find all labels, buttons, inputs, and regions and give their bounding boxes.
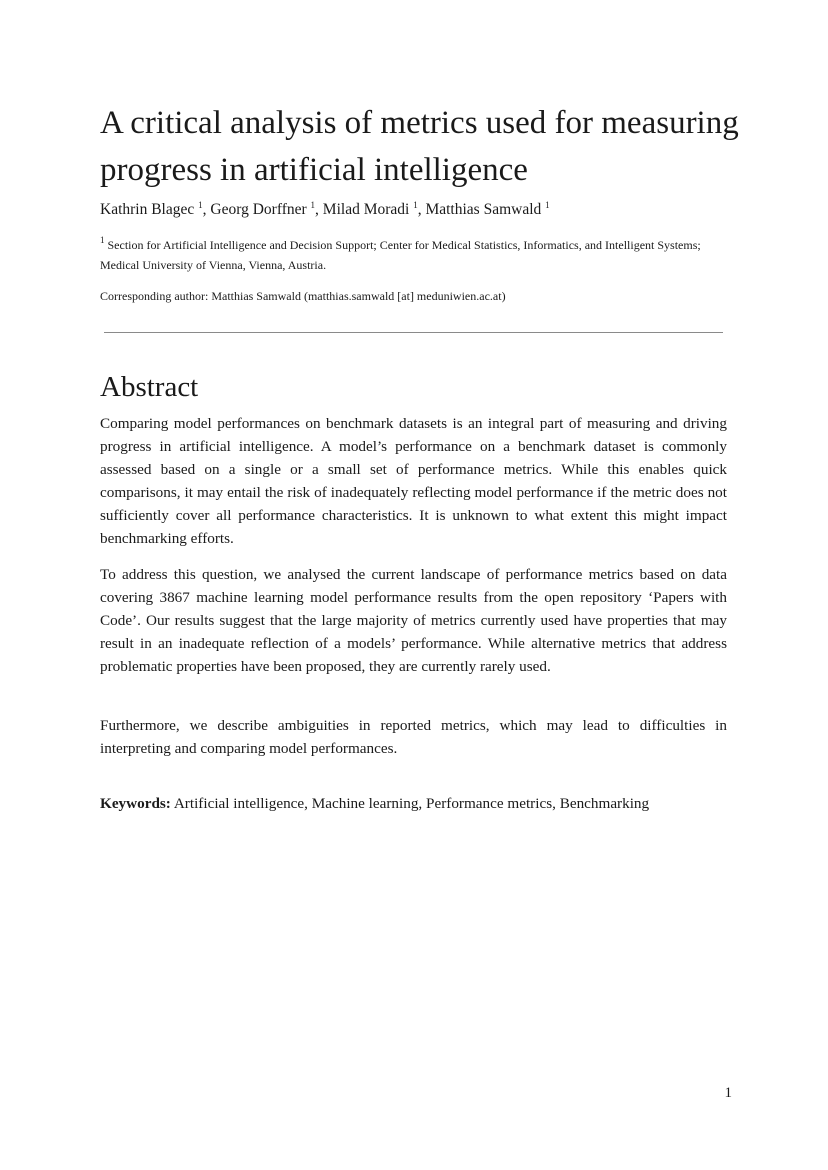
paper-title: A critical analysis of metrics used for measuring progress in artificial intelligence [100,105,739,188]
author-affiliation-marker: 1 [413,200,418,210]
author-affiliation-marker: 1 [198,200,203,210]
affiliation-marker: 1 [100,235,105,245]
author-name: Georg Dorffner [210,201,307,218]
author-list: Kathrin Blagec $^1$, Georg Dorffner $^1$, Milad Moradi $^1$, Matthias Samwald $^1$ [100,200,550,218]
abstract-paragraph: To address this question, we analysed the current landscape of performance metrics based on data covering 3867 machine learning model performance results from the open repository ‘Papers with Code’. Our results suggest that the large majority of metrics currently used have properties that may result in an inadequate reflection of a models’ performance. While alternative metrics that address problematic properties have been proposed, they are currently rarely used. [100,566,727,675]
affiliation-text: Section for Artificial Intelligence and Decision Support; Center for Medical Statistics, Informatics, and Intelligent Systems; Medical University of Vienna, Vienna, Austria. [100,238,701,272]
affiliation [100,235,730,275]
author-affiliation-marker: 1 [545,200,550,210]
abstract-paragraph: Furthermore, we describe ambiguities in reported metrics, which may lead to difficulties in interpreting and comparing model performances. [100,717,727,757]
keywords-label: Keywords: [100,795,171,812]
author-name: Milad Moradi [322,201,410,218]
author-name: Matthias Samwald [425,201,542,218]
abstract-paragraph: Comparing model performances on benchmark datasets is an integral part of measuring and driving progress in artificial intelligence. A model’s performance on a benchmark dataset is commonly assessed based on a single or a small set of performance metrics. While this enables quick comparisons, it may entail the risk of inadequately reflecting model performance if the metric does not sufficiently cover all performance characteristics. It is unknown to what extent this might impact benchmarking efforts. [100,415,727,547]
author-name: Kathrin Blagec [100,201,195,218]
page-number: 1 [724,1085,732,1101]
keywords-text: Artificial intelligence, Machine learning, Performance metrics, Benchmarking [173,795,650,812]
abstract-heading: Abstract [100,371,199,403]
keywords [100,792,740,815]
section-divider [104,332,723,333]
corresponding-author: Corresponding author: Matthias Samwald (matthias.samwald [at] meduniwien.ac.at) [100,289,506,303]
author-affiliation-marker: 1 [310,200,316,210]
